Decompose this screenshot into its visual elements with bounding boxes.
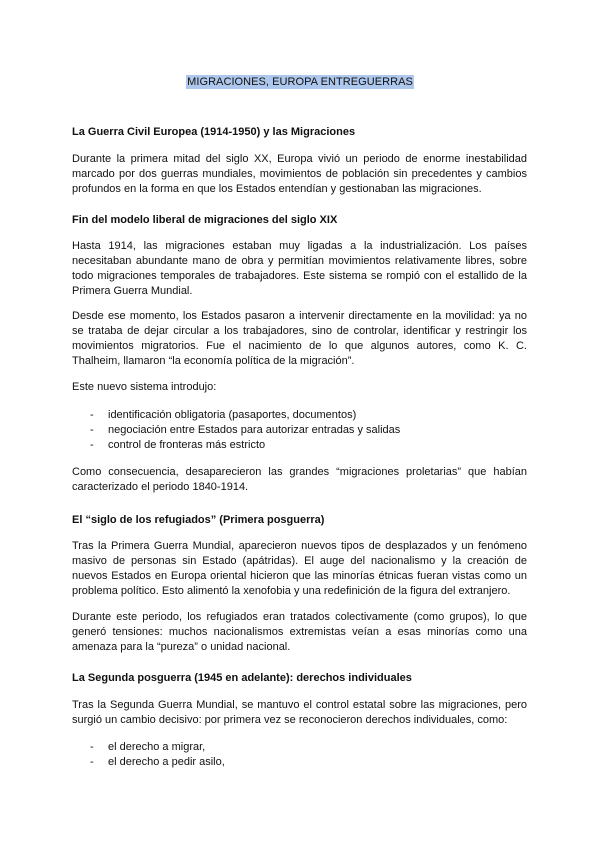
- text-line: marcado por dos guerras mundiales, movimientos de población sin precedentes y cambios: [72, 168, 527, 180]
- list-item-text: el derecho a migrar,: [108, 741, 206, 753]
- paragraph-hasta-1914: [72, 239, 527, 299]
- text-line: Tras la Primera Guerra Mundial, aparecieron nuevos tipos de desplazados y un fenómeno: [72, 540, 527, 552]
- list-item: [72, 423, 527, 438]
- list-item-text: control de fronteras más estricto: [108, 439, 266, 451]
- bullet-list-sistema: [72, 408, 527, 453]
- text-line: masivo de personas sin Estado (apátridas). El auge del nacionalismo y la creación de: [72, 555, 527, 567]
- dash-bullet: -: [90, 741, 94, 753]
- list-item: [72, 408, 527, 423]
- list-item: [72, 740, 527, 755]
- list-item: [72, 438, 527, 453]
- section-heading-siglo-refugiados: El “siglo de los refugiados” (Primera posguerra): [72, 514, 325, 526]
- title-container: [0, 72, 600, 90]
- paragraph-refugiados-colectivo: [72, 610, 527, 655]
- text-line: Thalheim, llamaron “la economía política de la migración”.: [72, 355, 355, 367]
- list-item-text: negociación entre Estados para autorizar entradas y salidas: [108, 424, 401, 436]
- text-line: Durante este periodo, los refugiados eran tratados colectivamente (como grupos), lo que: [72, 611, 527, 623]
- text-line: Primera Guerra Mundial.: [72, 285, 193, 297]
- text-line: se trataba de dejar circular a los trabajadores, sino de controlar, identificar y restringir los: [72, 325, 527, 337]
- paragraph-consecuencia: [72, 465, 527, 495]
- text-line: profundos en la forma en que los Estados entendían y gestionaban las migraciones.: [72, 183, 482, 195]
- text-line: amenaza para la “pureza” o unidad nacional.: [72, 641, 291, 653]
- section-heading-guerra-civil: La Guerra Civil Europea (1914-1950) y las Migraciones: [72, 126, 356, 138]
- text-line: Desde ese momento, los Estados pasaron a intervenir directamente en la movilidad: ya no: [72, 310, 527, 322]
- paragraph-desde-ese-momento: [72, 309, 527, 369]
- text-line: Como consecuencia, desaparecieron las grandes “migraciones proletarias” que habían: [72, 466, 527, 478]
- list-item: [72, 755, 527, 770]
- text-line: movimientos migratorios. Fue el nacimiento de lo que algunos autores, como K. C.: [72, 340, 527, 352]
- list-item-text: el derecho a pedir asilo,: [108, 756, 225, 768]
- document-title: MIGRACIONES, EUROPA ENTREGUERRAS: [187, 76, 413, 88]
- text-line: nuevos Estados en Europa oriental hicieron que las minorías étnicas fueran vistas como un: [72, 570, 527, 582]
- text-line: generó tensiones: muchos nacionalismos extremistas veían a esas minorías como una: [72, 626, 527, 638]
- text-line: surgió un cambio decisivo: por primera vez se reconocieron derechos individuales, como:: [72, 714, 508, 726]
- text-line: necesitaban abundante mano de obra y permitían movimientos relativamente libres, sobre: [72, 255, 527, 267]
- text-line: caracterizado el periodo 1840-1914.: [72, 481, 249, 493]
- text-line: problema político. Esto alimentó la xenofobia y una redefinición de la figura del extranjero.: [72, 585, 511, 597]
- paragraph-segunda-guerra: [72, 698, 527, 728]
- bullet-list-derechos: [72, 740, 527, 770]
- paragraph-nuevo-sistema: Este nuevo sistema introdujo:: [72, 381, 217, 393]
- paragraph-primera-guerra: [72, 539, 527, 599]
- dash-bullet: -: [90, 439, 94, 451]
- dash-bullet: -: [90, 409, 94, 421]
- section-heading-segunda-posguerra: La Segunda posguerra (1945 en adelante): derechos individuales: [72, 672, 412, 684]
- section-heading-fin-modelo-liberal: Fin del modelo liberal de migraciones del siglo XIX: [72, 214, 338, 226]
- text-line: Hasta 1914, las migraciones estaban muy ligadas a la industrialización. Los países: [72, 240, 527, 252]
- text-line: Durante la primera mitad del siglo XX, Europa vivió un periodo de enorme inestabilidad: [72, 153, 527, 165]
- dash-bullet: -: [90, 424, 94, 436]
- text-line: todo migraciones temporales de trabajadores. Este sistema se rompió con el estallido de la: [72, 270, 527, 282]
- text-line: Tras la Segunda Guerra Mundial, se mantuvo el control estatal sobre las migraciones, pero: [72, 699, 527, 711]
- paragraph-intro: [72, 152, 527, 197]
- dash-bullet: -: [90, 756, 94, 768]
- list-item-text: identificación obligatoria (pasaportes, documentos): [108, 409, 357, 421]
